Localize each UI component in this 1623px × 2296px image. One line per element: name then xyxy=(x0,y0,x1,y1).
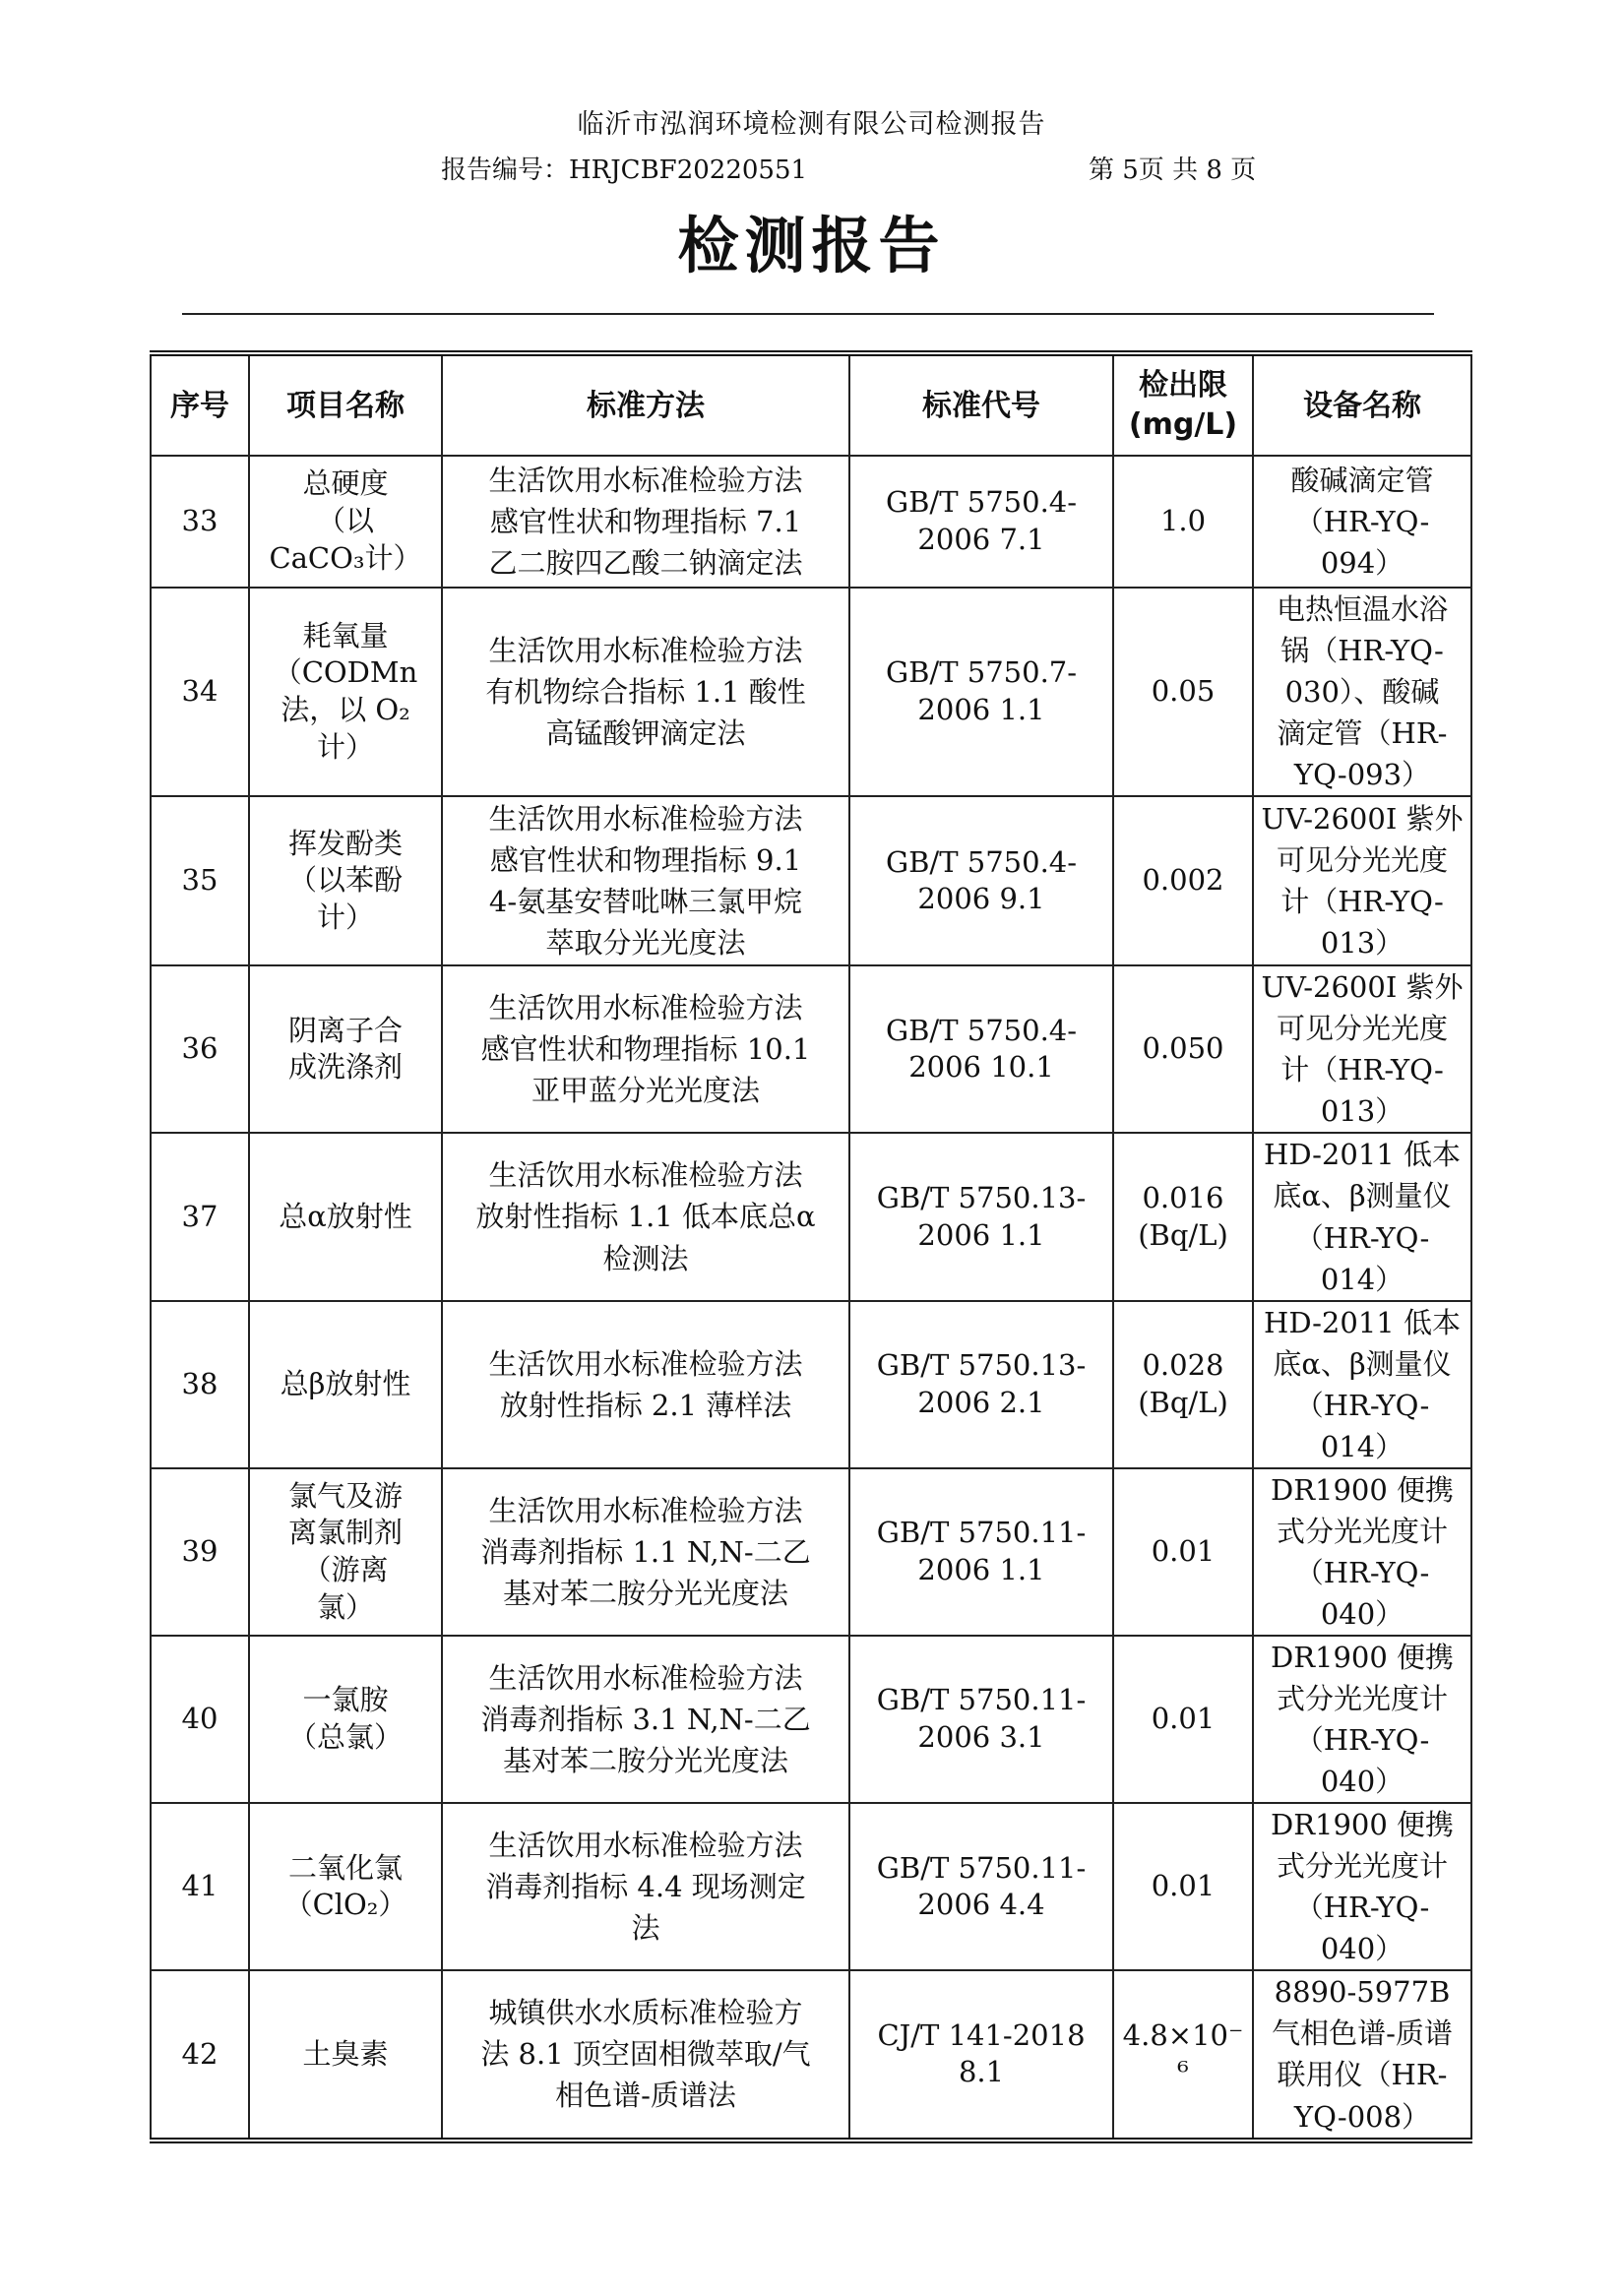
row-item-name: 耗氧量 （CODMn 法，以 O₂ 计） xyxy=(249,588,442,796)
page-indicator: 第 5页 共 8 页 xyxy=(1089,155,1257,185)
row-standard-code: GB/T 5750.11- 2006 1.1 xyxy=(849,1468,1113,1636)
row-device-name: DR1900 便携 式分光光度计 （HR-YQ- 040） xyxy=(1253,1468,1471,1636)
row-device-name: HD-2011 低本 底α、β测量仪 （HR-YQ- 014） xyxy=(1253,1301,1471,1468)
row-item-name: 阴离子合 成洗涤剂 xyxy=(249,965,442,1133)
table-row xyxy=(151,1636,1471,1803)
table-row xyxy=(151,1301,1471,1468)
row-standard-code: GB/T 5750.4- 2006 10.1 xyxy=(849,965,1113,1133)
row-device-name: 电热恒温水浴 锅（HR-YQ- 030）、酸碱 滴定管（HR- YQ-093） xyxy=(1253,588,1471,796)
row-number: 38 xyxy=(151,1301,249,1468)
row-number: 34 xyxy=(151,588,249,796)
row-number: 39 xyxy=(151,1468,249,1636)
header-divider xyxy=(182,313,1434,315)
row-number: 41 xyxy=(151,1803,249,1970)
row-item-name: 一氯胺 （总氯） xyxy=(249,1636,442,1803)
col-header-device: 设备名称 xyxy=(1253,353,1471,456)
row-item-name: 总硬度 （以 CaCO₃计） xyxy=(249,456,442,588)
row-standard-method: 生活饮用水标准检验方法 感官性状和物理指标 10.1 亚甲蓝分光光度法 xyxy=(442,965,849,1133)
row-standard-code: GB/T 5750.13- 2006 2.1 xyxy=(849,1301,1113,1468)
row-detection-limit: 4.8×10⁻⁶ xyxy=(1113,1970,1253,2140)
row-standard-method: 生活饮用水标准检验方法 有机物综合指标 1.1 酸性 高锰酸钾滴定法 xyxy=(442,588,849,796)
test-method-table xyxy=(150,350,1472,2143)
row-number: 36 xyxy=(151,965,249,1133)
table-row xyxy=(151,1468,1471,1636)
row-detection-limit: 1.0 xyxy=(1113,456,1253,588)
row-item-name: 总β放射性 xyxy=(249,1301,442,1468)
row-detection-limit: 0.01 xyxy=(1113,1803,1253,1970)
row-device-name: DR1900 便携 式分光光度计 （HR-YQ- 040） xyxy=(1253,1636,1471,1803)
col-header-method: 标准方法 xyxy=(442,353,849,456)
row-standard-code: CJ/T 141-2018 8.1 xyxy=(849,1970,1113,2140)
row-item-name: 氯气及游 离氯制剂 （游离 氯） xyxy=(249,1468,442,1636)
row-device-name: DR1900 便携 式分光光度计 （HR-YQ- 040） xyxy=(1253,1803,1471,1970)
row-item-name: 土臭素 xyxy=(249,1970,442,2140)
table-row xyxy=(151,796,1471,965)
row-item-name: 二氧化氯 （ClO₂） xyxy=(249,1803,442,1970)
table-row xyxy=(151,1803,1471,1970)
table-header-row xyxy=(151,353,1471,456)
row-standard-code: GB/T 5750.7- 2006 1.1 xyxy=(849,588,1113,796)
row-device-name: UV-2600I 紫外 可见分光光度 计（HR-YQ- 013） xyxy=(1253,796,1471,965)
row-device-name: HD-2011 低本 底α、β测量仪 （HR-YQ- 014） xyxy=(1253,1133,1471,1300)
row-standard-method: 生活饮用水标准检验方法 消毒剂指标 3.1 N,N-二乙 基对苯二胺分光光度法 xyxy=(442,1636,849,1803)
report-number: 报告编号：HRJCBF20220551 xyxy=(441,155,808,185)
row-device-name: 8890-5977B 气相色谱-质谱 联用仪（HR- YQ-008） xyxy=(1253,1970,1471,2140)
table-row xyxy=(151,1970,1471,2140)
table-row xyxy=(151,456,1471,588)
row-standard-code: GB/T 5750.11- 2006 3.1 xyxy=(849,1636,1113,1803)
row-detection-limit: 0.028 (Bq/L) xyxy=(1113,1301,1253,1468)
row-detection-limit: 0.016 (Bq/L) xyxy=(1113,1133,1253,1300)
row-standard-method: 生活饮用水标准检验方法 放射性指标 2.1 薄样法 xyxy=(442,1301,849,1468)
row-standard-method: 生活饮用水标准检验方法 感官性状和物理指标 9.1 4-氨基安替吡啉三氯甲烷 萃取分光光度法 xyxy=(442,796,849,965)
row-detection-limit: 0.01 xyxy=(1113,1636,1253,1803)
row-device-name: UV-2600I 紫外 可见分光光度 计（HR-YQ- 013） xyxy=(1253,965,1471,1133)
row-standard-method: 生活饮用水标准检验方法 感官性状和物理指标 7.1 乙二胺四乙酸二钠滴定法 xyxy=(442,456,849,588)
row-detection-limit: 0.050 xyxy=(1113,965,1253,1133)
row-number: 40 xyxy=(151,1636,249,1803)
page-title: 检测报告 xyxy=(677,210,946,281)
row-standard-method: 生活饮用水标准检验方法 放射性指标 1.1 低本底总α 检测法 xyxy=(442,1133,849,1300)
row-standard-method: 生活饮用水标准检验方法 消毒剂指标 1.1 N,N-二乙 基对苯二胺分光光度法 xyxy=(442,1468,849,1636)
row-detection-limit: 0.05 xyxy=(1113,588,1253,796)
row-number: 42 xyxy=(151,1970,249,2140)
row-device-name: 酸碱滴定管 （HR-YQ- 094） xyxy=(1253,456,1471,588)
col-header-item: 项目名称 xyxy=(249,353,442,456)
row-standard-code: GB/T 5750.13- 2006 1.1 xyxy=(849,1133,1113,1300)
row-standard-code: GB/T 5750.4- 2006 9.1 xyxy=(849,796,1113,965)
col-header-code: 标准代号 xyxy=(849,353,1113,456)
table-row xyxy=(151,1133,1471,1300)
col-header-limit: 检出限 (mg/L) xyxy=(1113,353,1253,456)
row-number: 37 xyxy=(151,1133,249,1300)
col-header-no: 序号 xyxy=(151,353,249,456)
row-item-name: 挥发酚类 （以苯酚 计） xyxy=(249,796,442,965)
row-detection-limit: 0.002 xyxy=(1113,796,1253,965)
row-number: 33 xyxy=(151,456,249,588)
row-standard-method: 生活饮用水标准检验方法 消毒剂指标 4.4 现场测定 法 xyxy=(442,1803,849,1970)
company-report-header: 临沂市泓润环境检测有限公司检测报告 xyxy=(577,109,1046,140)
row-standard-method: 城镇供水水质标准检验方 法 8.1 顶空固相微萃取/气 相色谱-质谱法 xyxy=(442,1970,849,2140)
row-detection-limit: 0.01 xyxy=(1113,1468,1253,1636)
row-number: 35 xyxy=(151,796,249,965)
row-standard-code: GB/T 5750.11- 2006 4.4 xyxy=(849,1803,1113,1970)
row-item-name: 总α放射性 xyxy=(249,1133,442,1300)
table-row xyxy=(151,965,1471,1133)
table-row xyxy=(151,588,1471,796)
row-standard-code: GB/T 5750.4- 2006 7.1 xyxy=(849,456,1113,588)
